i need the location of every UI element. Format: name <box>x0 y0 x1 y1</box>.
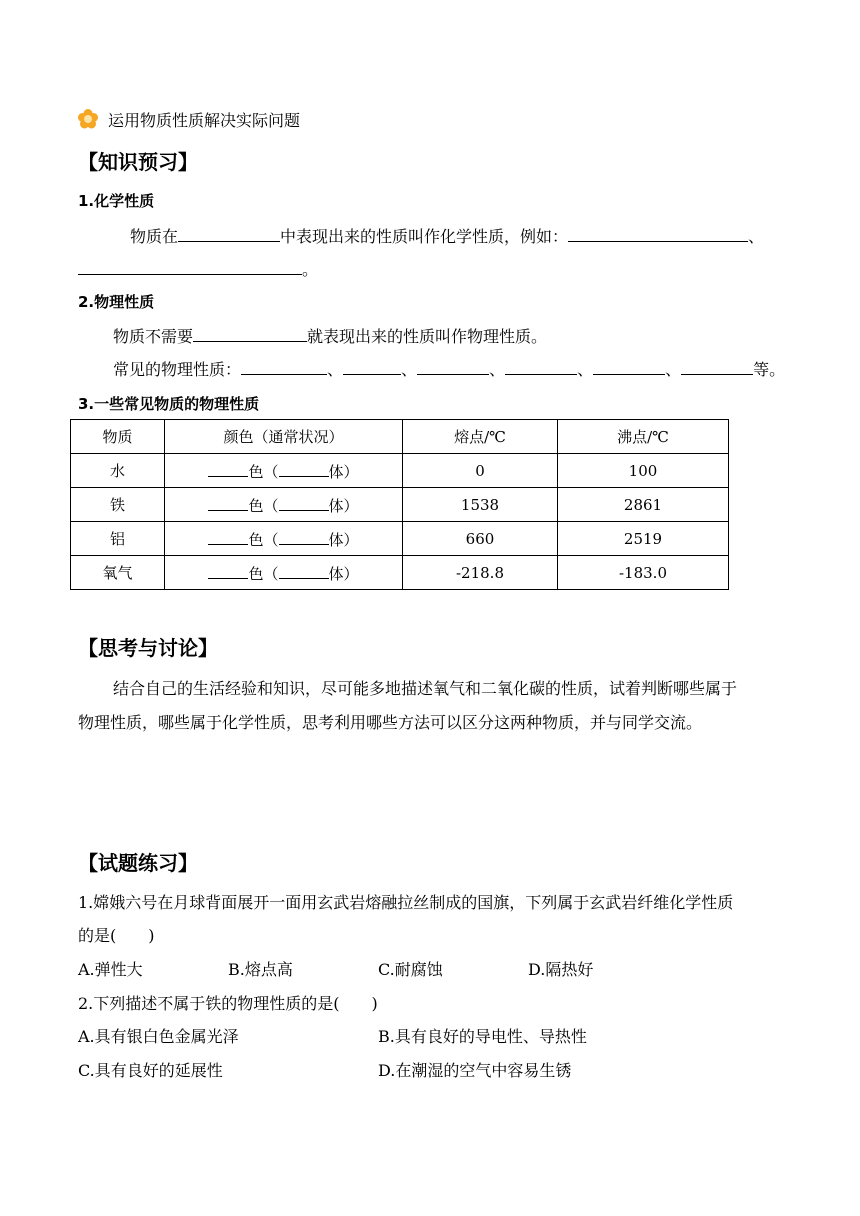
table-row <box>71 556 729 590</box>
q2-option-c[interactable]: C.具有良好的延展性 <box>78 1061 223 1080</box>
physical-property-line1: 物质不需要 就表现出来的性质叫作物理性质。 <box>113 327 548 346</box>
blank-physical-4[interactable] <box>505 358 577 375</box>
question-2-stem: 2.下列描述不属于铁的物理性质的是( ) <box>78 994 378 1013</box>
q1-option-a[interactable]: A.弹性大 <box>78 960 143 979</box>
chemical-property-line1: 物质在 中表现出来的性质叫作化学性质，例如： 、 <box>130 227 765 246</box>
cell-boiling: 2519 <box>558 522 729 556</box>
blank-physical-3[interactable] <box>417 358 489 375</box>
q1-option-b[interactable]: B.熔点高 <box>228 960 293 979</box>
q1-option-d[interactable]: D.隔热好 <box>528 960 594 979</box>
cell-substance: 铝 <box>71 522 165 556</box>
blank-state[interactable] <box>279 528 329 545</box>
cell-color: 色（ 体） <box>165 522 403 556</box>
q2-option-b[interactable]: B.具有良好的导电性、导热性 <box>378 1027 587 1046</box>
cell-color: 色（ 体） <box>165 556 403 590</box>
preview-heading: 【知识预习】 <box>78 150 198 174</box>
table-row <box>71 488 729 522</box>
discussion-line2: 物理性质，哪些属于化学性质，思考利用哪些方法可以区分这两种物质，并与同学交流。 <box>78 713 703 732</box>
cell-melting: -218.8 <box>403 556 558 590</box>
table-header-row <box>71 420 729 454</box>
blank-color[interactable] <box>208 460 248 477</box>
blank-state[interactable] <box>279 460 329 477</box>
header-boiling-point: 沸点/℃ <box>558 420 729 454</box>
q2-option-d[interactable]: D.在潮湿的空气中容易生锈 <box>378 1061 572 1080</box>
cell-substance: 水 <box>71 454 165 488</box>
table-row <box>71 522 729 556</box>
table-row <box>71 454 729 488</box>
cell-melting: 1538 <box>403 488 558 522</box>
properties-table <box>70 419 729 590</box>
blank-example-1[interactable] <box>568 225 748 242</box>
cell-melting: 660 <box>403 522 558 556</box>
chemical-property-line2: 。 <box>78 258 318 280</box>
blank-state[interactable] <box>279 494 329 511</box>
blank-physical-2[interactable] <box>343 358 401 375</box>
chemical-property-title: 1.化学性质 <box>78 192 155 210</box>
header-melting-point: 熔点/℃ <box>403 420 558 454</box>
physical-property-line2: 常见的物理性质： 、 、 、 、 、 等。 <box>113 360 786 379</box>
blank-example-2[interactable] <box>78 258 302 275</box>
goal-text: 运用物质性质解决实际问题 <box>108 111 301 130</box>
header-color: 颜色（通常状况） <box>165 420 403 454</box>
cell-substance: 氧气 <box>71 556 165 590</box>
blank-state[interactable] <box>279 562 329 579</box>
header-substance: 物质 <box>71 420 165 454</box>
cell-melting: 0 <box>403 454 558 488</box>
question-1-stem: 1.嫦娥六号在月球背面展开一面用玄武岩熔融拉丝制成的国旗，下列属于玄武岩纤维化学性质 <box>78 893 734 912</box>
cell-color: 色（ 体） <box>165 454 403 488</box>
blank-color[interactable] <box>208 528 248 545</box>
cell-boiling: 100 <box>558 454 729 488</box>
discussion-line1: 结合自己的生活经验和知识，尽可能多地描述氧气和二氧化碳的性质，试着判断哪些属于 <box>113 679 738 698</box>
blank-physical-5[interactable] <box>593 358 665 375</box>
blank-color[interactable] <box>208 562 248 579</box>
flower-bullet-icon <box>78 109 98 129</box>
discussion-heading: 【思考与讨论】 <box>78 636 218 660</box>
physical-property-title: 2.物理性质 <box>78 293 155 311</box>
common-substances-title: 3.一些常见物质的物理性质 <box>78 395 260 413</box>
exercises-heading: 【试题练习】 <box>78 851 198 875</box>
blank-physical-1[interactable] <box>241 358 327 375</box>
blank-condition[interactable] <box>178 225 280 242</box>
q2-option-a[interactable]: A.具有银白色金属光泽 <box>78 1027 239 1046</box>
cell-substance: 铁 <box>71 488 165 522</box>
blank-color[interactable] <box>208 494 248 511</box>
cell-boiling: 2861 <box>558 488 729 522</box>
question-1-stem-end: 的是( ) <box>78 926 155 945</box>
cell-color: 色（ 体） <box>165 488 403 522</box>
blank-physical-6[interactable] <box>681 358 753 375</box>
q1-option-c[interactable]: C.耐腐蚀 <box>378 960 443 979</box>
cell-boiling: -183.0 <box>558 556 729 590</box>
blank-no-change[interactable] <box>193 325 307 342</box>
